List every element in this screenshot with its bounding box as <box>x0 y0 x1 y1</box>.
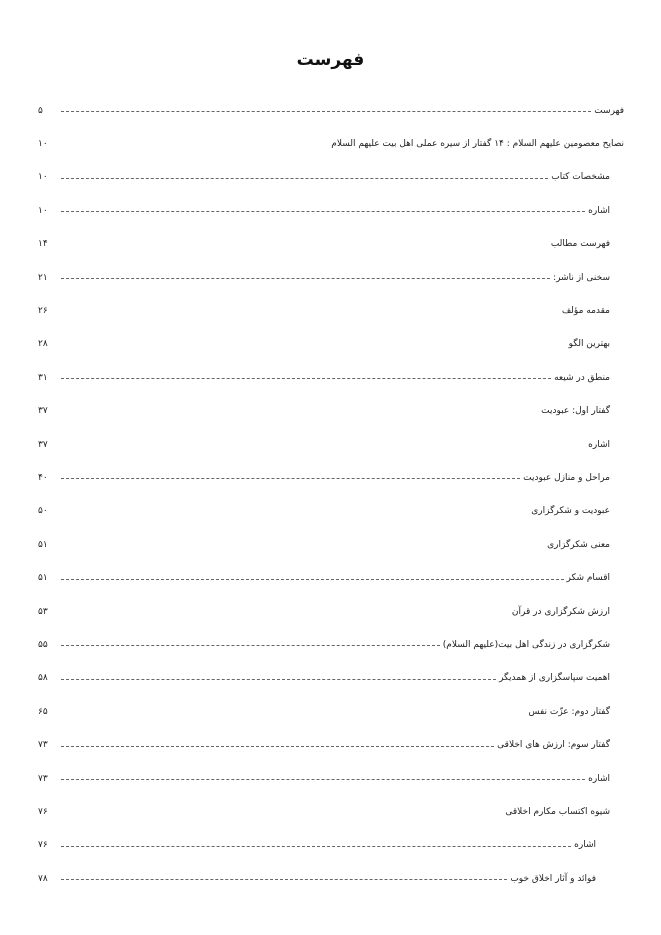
dot-leader <box>61 879 507 880</box>
dot-leader <box>61 412 538 413</box>
toc-entry[interactable] <box>38 762 624 795</box>
toc-entry-label[interactable]: اهمیت سپاسگزاری از همدیگر <box>499 673 610 684</box>
toc-page-number: ۱۰ <box>38 172 48 183</box>
toc-page-number: ۷۸ <box>38 873 48 884</box>
toc-page-number: ۷۳ <box>38 740 48 751</box>
toc-entry-label[interactable]: اقسام شکر <box>566 573 610 584</box>
toc-entry-label[interactable]: اشاره <box>588 439 610 450</box>
toc-entry[interactable] <box>38 127 624 160</box>
dot-leader <box>61 145 328 146</box>
dot-leader <box>61 679 496 680</box>
toc-entry-label[interactable]: بهترین الگو <box>568 339 610 350</box>
dot-leader <box>61 612 509 613</box>
toc-page-number: ۳۷ <box>38 406 48 417</box>
toc-entry-label[interactable]: فوائد و آثار اخلاق خوب <box>510 873 596 884</box>
toc-entry-label[interactable]: گفتار دوم: عزّت نفس <box>528 706 610 717</box>
toc-page-number: ۵۱ <box>38 539 48 550</box>
toc-page-number: ۵۸ <box>38 673 48 684</box>
toc-entry[interactable] <box>38 829 624 862</box>
toc-entry[interactable] <box>38 194 624 227</box>
toc-entry-label[interactable]: مشخصات کتاب <box>551 172 610 183</box>
toc-entry-label[interactable]: نصایح معصومین علیهم السلام : ۱۴ گفتار از سیره عملی اهل بیت علیهم السلام <box>331 139 624 150</box>
toc-entry-label[interactable]: معنی شکرگزاری <box>547 539 610 550</box>
toc-page-number: ۳۷ <box>38 439 48 450</box>
dot-leader <box>61 445 585 446</box>
toc-page-number: ۲۶ <box>38 306 48 317</box>
toc-entry[interactable] <box>38 261 624 294</box>
toc-entry[interactable] <box>38 94 624 127</box>
dot-leader <box>61 211 585 212</box>
dot-leader <box>61 312 559 313</box>
toc-entry[interactable] <box>38 862 624 895</box>
toc-page-number: ۷۶ <box>38 840 48 851</box>
dot-leader <box>61 812 502 813</box>
toc-page-number: ۶۵ <box>38 706 48 717</box>
dot-leader <box>61 478 520 479</box>
toc-entry-label[interactable]: عبودیت و شکرگزاری <box>531 506 610 517</box>
toc-entry-label[interactable]: اشاره <box>588 205 610 216</box>
toc-entry-label[interactable]: شیوه اکتساب مکارم اخلاقی <box>505 806 610 817</box>
toc-entry[interactable] <box>38 528 624 561</box>
dot-leader <box>61 278 550 279</box>
toc-page-number: ۷۶ <box>38 806 48 817</box>
toc-entry[interactable] <box>38 695 624 728</box>
toc-page-number: ۲۸ <box>38 339 48 350</box>
toc-page-number: ۲۱ <box>38 272 48 283</box>
toc-page-number: ۴۰ <box>38 472 48 483</box>
toc-entry-label[interactable]: مراحل و منازل عبودیت <box>523 472 610 483</box>
toc-entry-label[interactable]: مقدمه مؤلف <box>561 306 610 317</box>
dot-leader <box>61 345 566 346</box>
toc-page-number: ۱۰ <box>38 205 48 216</box>
toc-page-number: ۵۳ <box>38 606 48 617</box>
toc-entry[interactable] <box>38 728 624 761</box>
page-title: فهرست <box>296 50 365 70</box>
toc-page-number: ۵۵ <box>38 639 48 650</box>
toc-entry[interactable] <box>38 495 624 528</box>
toc-entry-label[interactable]: شکرگزاری در زندگی اهل بیت(علیهم السلام) <box>442 639 610 650</box>
dot-leader <box>61 111 591 112</box>
dot-leader <box>61 545 544 546</box>
toc-entry-label[interactable]: سخنی از ناشر: <box>553 272 610 283</box>
toc-entry-label[interactable]: ارزش شکرگزاری در قرآن <box>511 606 610 617</box>
dot-leader <box>61 645 440 646</box>
toc-page-number: ۱۰ <box>38 139 48 150</box>
dot-leader <box>61 245 548 246</box>
toc-entry-label[interactable]: اشاره <box>574 840 596 851</box>
toc-page-number: ۵۰ <box>38 506 48 517</box>
toc-entry[interactable] <box>38 595 624 628</box>
toc-entry[interactable] <box>38 361 624 394</box>
toc-entry[interactable] <box>38 561 624 594</box>
toc-entry[interactable] <box>38 628 624 661</box>
dot-leader <box>61 712 525 713</box>
toc-entry[interactable] <box>38 395 624 428</box>
dot-leader <box>61 579 564 580</box>
toc-entry[interactable] <box>38 461 624 494</box>
toc-entry[interactable] <box>38 662 624 695</box>
dot-leader <box>61 779 585 780</box>
toc-page-number: ۱۴ <box>38 239 48 250</box>
toc-page-number: ۵۱ <box>38 573 48 584</box>
dot-leader <box>61 746 494 747</box>
toc-entry-label[interactable]: فهرست مطالب <box>550 239 610 250</box>
toc-entry[interactable] <box>38 161 624 194</box>
toc-entry[interactable] <box>38 795 624 828</box>
toc-entry-label[interactable]: فهرست <box>594 105 624 116</box>
toc-page-number: ۵ <box>38 105 43 116</box>
toc-entry-label[interactable]: گفتار سوم: ارزش های اخلاقی <box>497 740 610 751</box>
dot-leader <box>61 846 571 847</box>
dot-leader <box>61 512 528 513</box>
toc-page-number: ۳۱ <box>38 372 48 383</box>
toc-page-number: ۷۳ <box>38 773 48 784</box>
toc-entry-label[interactable]: منطق در شیعه <box>554 372 610 383</box>
toc-entry-label[interactable]: اشاره <box>588 773 610 784</box>
toc-entry[interactable] <box>38 294 624 327</box>
toc-entry[interactable] <box>38 428 624 461</box>
dot-leader <box>61 178 548 179</box>
toc-entry[interactable] <box>38 328 624 361</box>
toc-entry[interactable] <box>38 228 624 261</box>
toc-entry-label[interactable]: گفتار اول: عبودیت <box>541 406 610 417</box>
dot-leader <box>61 378 551 379</box>
table-of-contents <box>38 94 624 895</box>
